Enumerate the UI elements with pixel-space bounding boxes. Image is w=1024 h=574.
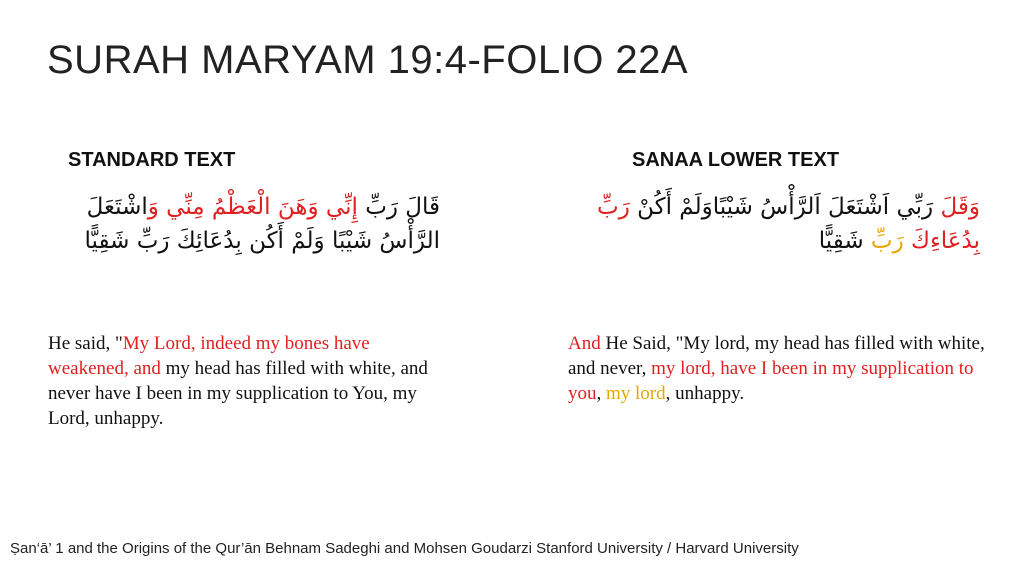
sanaa-translation xyxy=(568,331,988,406)
sanaa-arabic-line-2 xyxy=(560,224,980,258)
sanaa-arabic-line-1 xyxy=(560,190,980,224)
citation-footer: Ṣan‘ā’ 1 and the Origins of the Qur’ān Behnam Sadeghi and Mohsen Goudarzi Stanford University / Harvard University xyxy=(10,540,799,557)
text-segment: , xyxy=(596,383,606,404)
text-segment: بِدُعَاءِكَ xyxy=(903,228,980,254)
standard-translation xyxy=(48,331,448,431)
slide-title: SURAH MARYAM 19:4-FOLIO 22A xyxy=(47,38,689,82)
text-segment: my head has filled with white, and never have I been in my supplication to You, my Lord, unhappy. xyxy=(48,358,428,429)
text-segment: رَبِّ xyxy=(597,194,630,220)
sanaa-arabic-verse xyxy=(560,190,980,258)
text-segment: He Said, "My lord, my head has filled with white, and never, xyxy=(568,333,985,379)
text-segment: رَبِّ xyxy=(863,228,904,254)
text-segment: اشْتَعَلَ xyxy=(86,194,148,220)
text-segment: , unhappy. xyxy=(665,383,745,404)
text-segment: وَقَلَ xyxy=(940,194,980,220)
text-segment: رَبِّي اَشْتَعَلَ اَلرَّأْسُ شَيْبًاوَلَمْ أَكُنْ xyxy=(629,194,941,220)
text-segment: الرَّأْسُ شَيْبًا وَلَمْ أَكُن بِدُعَائِكَ رَبِّ شَقِيًّا xyxy=(84,228,440,254)
standard-arabic-line-1 xyxy=(60,190,440,224)
text-segment: شَقِيًّا xyxy=(818,228,864,254)
text-segment: My Lord, indeed my bones have weakened, and xyxy=(48,333,370,379)
text-segment: my lord, have I been in my supplication to you xyxy=(568,358,974,404)
standard-arabic-line-2 xyxy=(60,224,440,258)
standard-arabic-verse xyxy=(60,190,440,258)
sanaa-lower-text-heading: SANAA LOWER TEXT xyxy=(632,149,840,171)
text-segment: إِنِّي وَهَنَ الْعَظْمُ مِنِّي وَ xyxy=(147,194,358,220)
text-segment: And xyxy=(568,333,601,354)
text-segment: my lord xyxy=(606,383,666,404)
standard-text-heading: STANDARD TEXT xyxy=(68,149,236,171)
text-segment: قَالَ رَبِّ xyxy=(357,194,440,220)
text-segment: He said, " xyxy=(48,333,123,354)
